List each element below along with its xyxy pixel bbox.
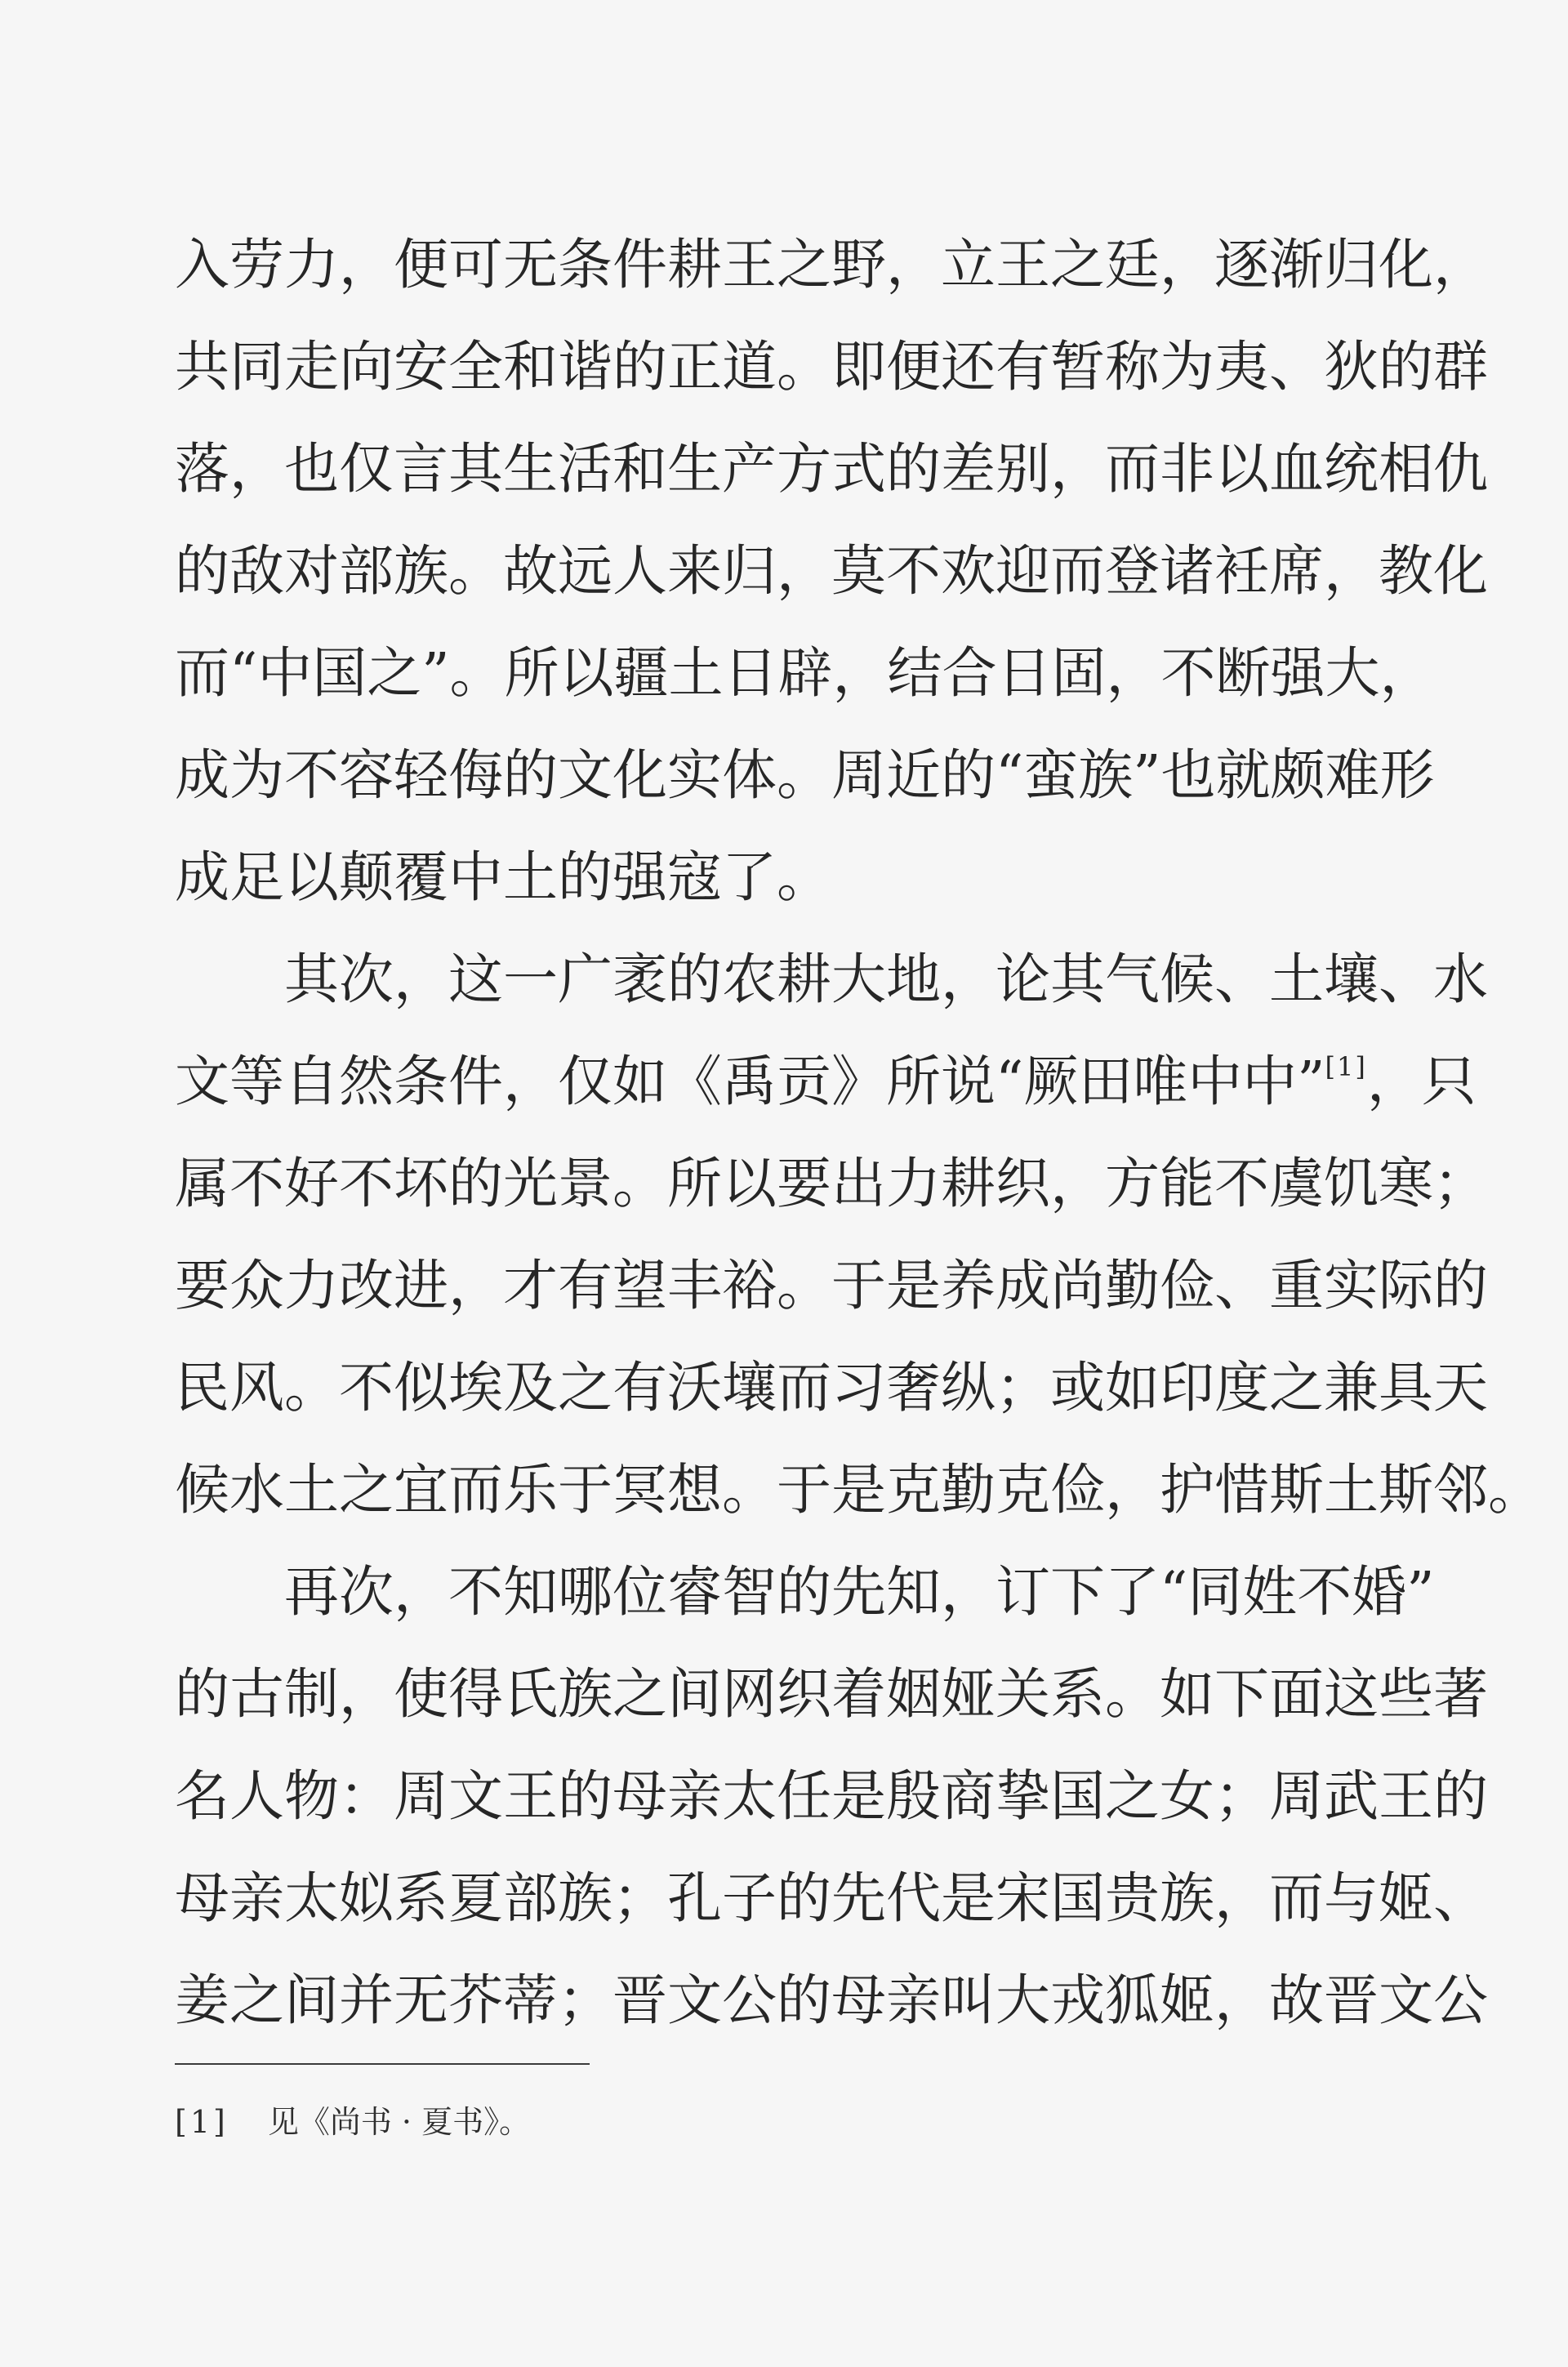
text-line: 成足以颠覆中土的强寇了。 (175, 845, 831, 909)
footnote-mark: [1] (175, 2104, 229, 2140)
text-line: 母亲太姒系夏部族；孔子的先代是宋国贵族，而与姬、 (175, 1866, 1488, 1930)
text-line: 的古制，使得氏族之间网织着姻娅关系。如下面这些著 (175, 1662, 1488, 1726)
text-line: 要众力改进，才有望丰裕。于是养成尚勤俭、重实际的 (175, 1254, 1488, 1317)
text-line: 其次，这一广袤的农耕大地，论其气候、土壤、水 (284, 947, 1488, 1011)
footnote-reference[interactable]: [1] (1325, 1051, 1367, 1082)
text-segment: ，只 (1366, 1050, 1477, 1113)
text-line: 民风。不似埃及之有沃壤而习奢纵；或如印度之兼具天 (175, 1356, 1488, 1420)
text-line: 而“中国之”。所以疆土日辟，结合日固，不断强大， (175, 641, 1435, 705)
footnote-divider (175, 2063, 590, 2065)
text-line: 名人物：周文王的母亲太任是殷商挚国之女；周武王的 (175, 1764, 1488, 1828)
text-line: 再次，不知哪位睿智的先知，订下了“同姓不婚” (284, 1560, 1435, 1624)
text-line: 共同走向安全和谐的正道。即便还有暂称为夷、狄的群 (175, 335, 1488, 399)
text-line: 落，也仅言其生活和生产方式的差别，而非以血统相仇 (175, 437, 1488, 501)
footnote (175, 2097, 530, 2146)
text-line: 姜之间并无芥蒂；晋文公的母亲叫大戎狐姬，故晋文公 (175, 1968, 1488, 2032)
footnote-text: 见《尚书 · 夏书》。 (267, 2104, 531, 2140)
text-line: 的敌对部族。故远人来归，莫不欢迎而登诸衽席，教化 (175, 539, 1488, 603)
text-line-with-note (175, 1031, 1477, 1133)
text-line: 成为不容轻侮的文化实体。周近的“蛮族”也就颇难形 (175, 743, 1435, 807)
text-line: 属不好不坏的光景。所以要出力耕织，方能不虞饥寒； (175, 1152, 1488, 1215)
text-segment: 文等自然条件，仅如《禹贡》所说“厥田唯中中” (175, 1050, 1325, 1113)
text-line: 候水土之宜而乐于冥想。于是克勤克俭，护惜斯土斯邻。 (175, 1458, 1543, 1522)
text-line: 入劳力，便可无条件耕王之野，立王之廷，逐渐归化， (175, 233, 1488, 296)
body-text (175, 214, 1543, 2052)
